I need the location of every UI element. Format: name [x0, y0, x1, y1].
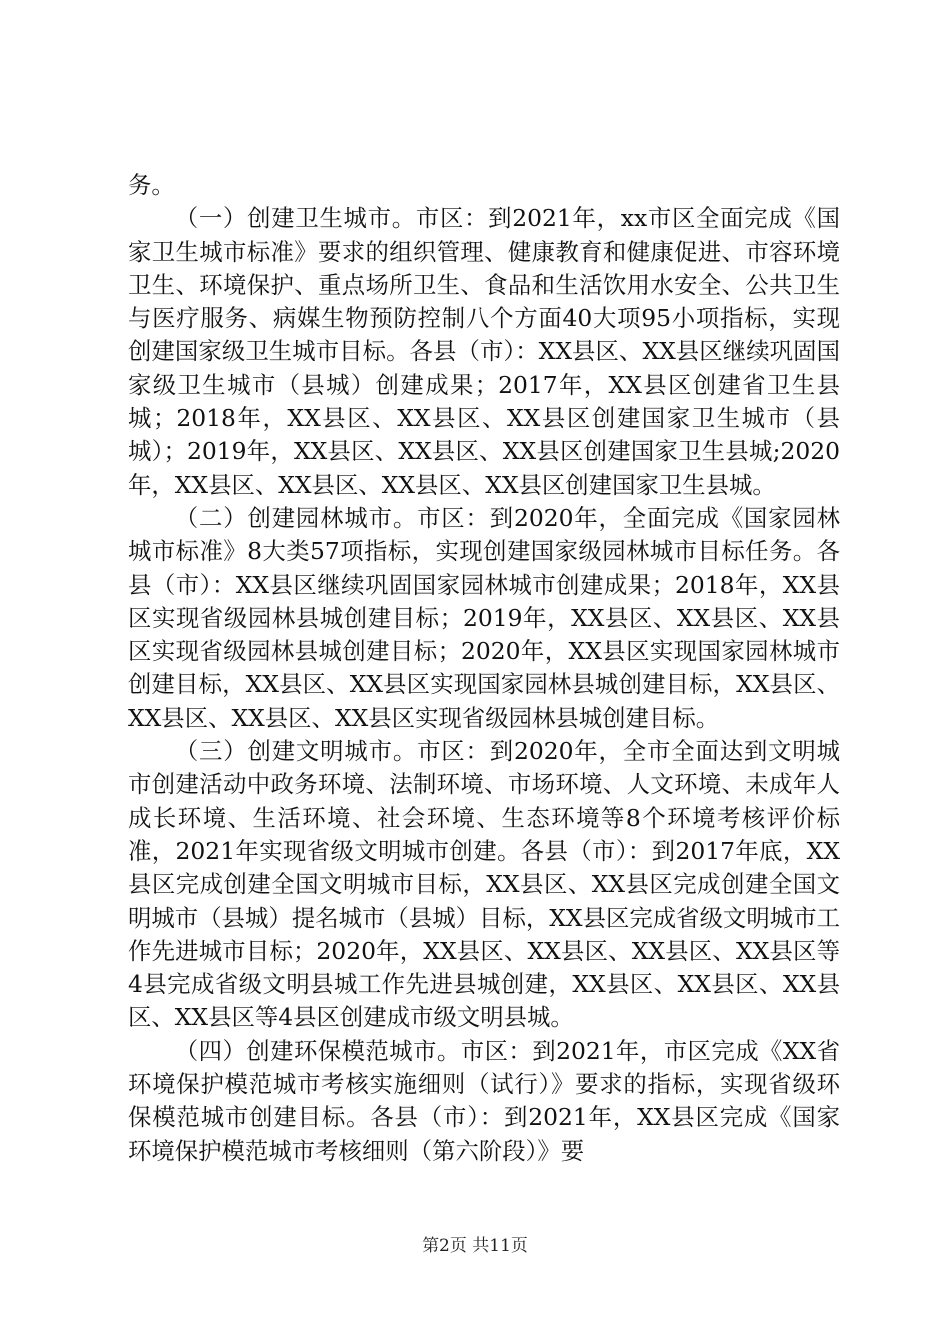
paragraph-garden-city: （二）创建园林城市。市区：到2020年，全面完成《国家园林城市标准》8大类57项指标，实现创建国家级园林城市目标任务。各县（市）：XX县区继续巩固国家园林城市创建成果；2018年，XX县区实现省级园林县城创建目标；2019年，XX县区、XX县区、XX县区实现省级园林县城创建目标；2020年，XX县区实现国家园林城市创建目标，XX县区、XX县区实现国家园林县城创建目标，XX县区、XX县区、XX县区、XX县区实现省级园林县城创建目标。 [128, 503, 840, 732]
paragraph-continuation: 务。 [128, 171, 175, 199]
page-number-indicator: 第2页 共11页 [422, 1236, 528, 1256]
page-footer [0, 1235, 950, 1257]
paragraph-environmental-model-city: （四）创建环保模范城市。市区：到2021年，市区完成《XX省环境保护模范城市考核实施细则（试行）》要求的指标，实现省级环保模范城市创建目标。各县（市）：到2021年，XX县区完成《国家环境保护模范城市考核细则（第六阶段）》要 [128, 1036, 840, 1165]
document-body [128, 169, 840, 1168]
paragraph-civilized-city: （三）创建文明城市。市区：到2020年，全市全面达到文明城市创建活动中政务环境、法制环境、市场环境、人文环境、未成年人成长环境、生活环境、社会环境、生态环境等8个环境考核评价标准，2021年实现省级文明城市创建。各县（市）：到2017年底，XX县区完成创建全国文明城市目标，XX县区、XX县区完成创建全国文明城市（县城）提名城市（县城）目标，XX县区完成省级文明城市工作先进城市目标；2020年，XX县区、XX县区、XX县区、XX县区等4县完成省级文明县城工作先进县城创建，XX县区、XX县区、XX县区、XX县区等4县区创建成市级文明县城。 [128, 737, 840, 1032]
paragraph-health-city: （一）创建卫生城市。市区：到2021年，xx市区全面完成《国家卫生城市标准》要求的组织管理、健康教育和健康促进、市容环境卫生、环境保护、重点场所卫生、食品和生活饮用水安全、公共卫生与医疗服务、病媒生物预防控制八个方面40大项95小项指标，实现创建国家级卫生城市目标。各县（市）：XX县区、XX县区继续巩固国家级卫生城市（县城）创建成果；2017年，XX县区创建省卫生县城；2018年，XX县区、XX县区、XX县区创建国家卫生城市（县城）；2019年，XX县区、XX县区、XX县区创建国家卫生县城;2020年，XX县区、XX县区、XX县区、XX县区创建国家卫生县城。 [128, 204, 840, 499]
